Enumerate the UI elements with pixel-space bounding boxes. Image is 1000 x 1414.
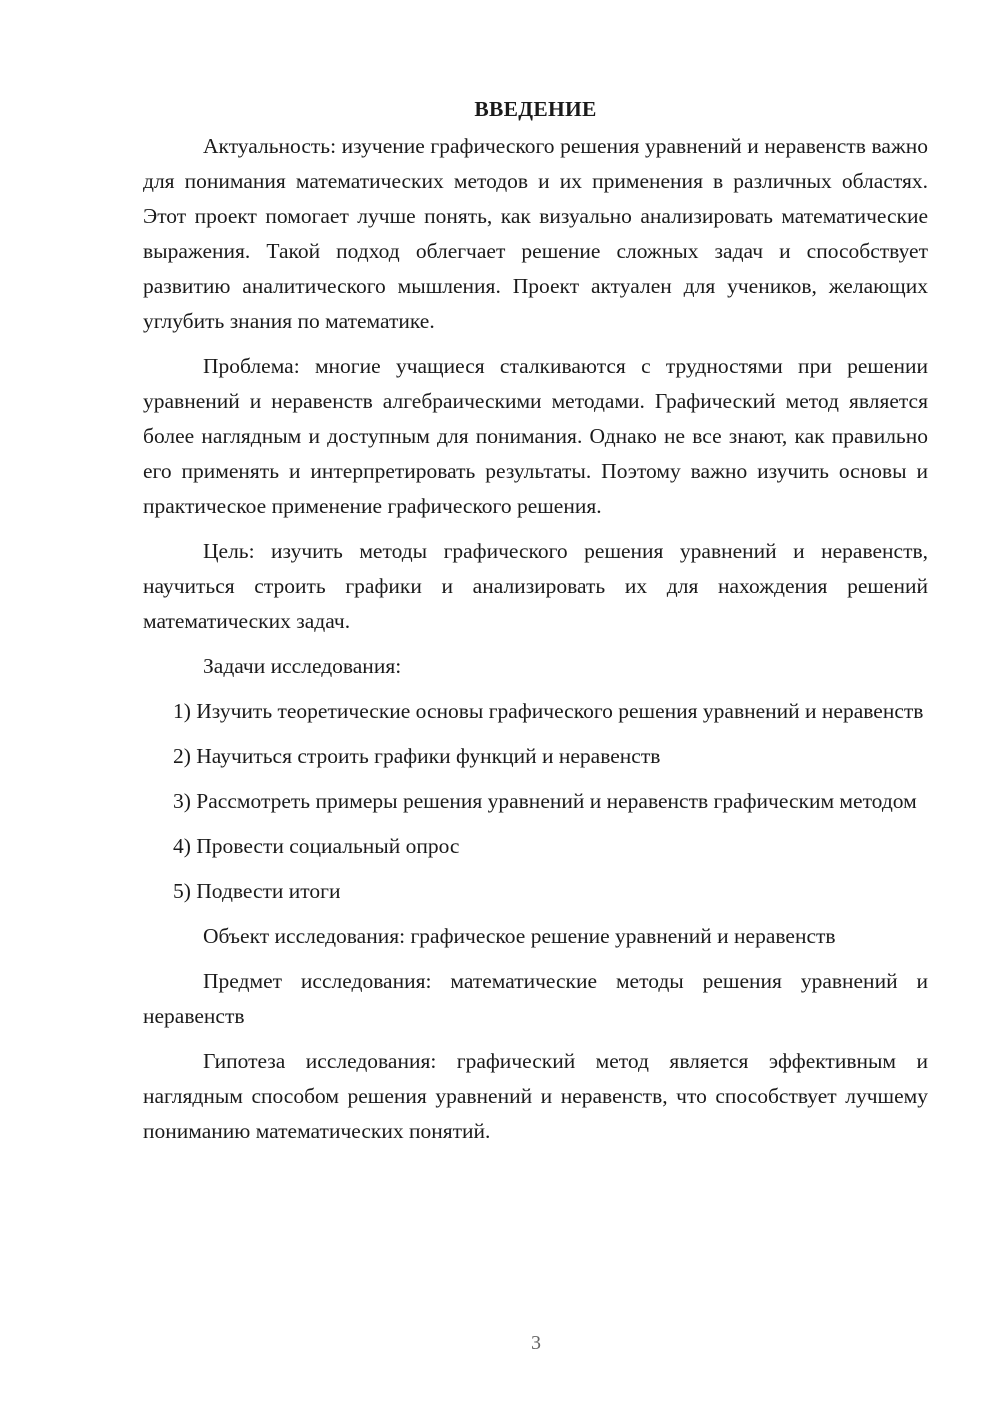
tasks-list — [143, 694, 928, 909]
paragraph-problem: Проблема: многие учащиеся сталкиваются с трудностями при решении уравнений и неравенств алгебраическими методами. Графический метод является более наглядным и доступным для понимания. Однако не все знают, как правильно его применять и интерпретировать результаты. Поэтому важно изучить основы и практическое применение графического решения. — [143, 354, 928, 518]
list-item: 1) Изучить теоретические основы графического решения уравнений и неравенств — [173, 699, 924, 723]
list-item: 3) Рассмотреть примеры решения уравнений и неравенств графическим методом — [173, 789, 917, 813]
list-item: 2) Научиться строить графики функций и неравенств — [173, 744, 661, 768]
document-page — [143, 92, 928, 1159]
paragraph-subject: Предмет исследования: математические методы решения уравнений и неравенств — [143, 969, 928, 1028]
section-title: ВВЕДЕНИЕ — [474, 97, 597, 121]
paragraph-relevance: Актуальность: изучение графического решения уравнений и неравенств важно для понимания математических методов и их применения в различных областях. Этот проект помогает лучше понять, как визуально анализировать математические выражения. Такой подход облегчает решение сложных задач и способствует развитию аналитического мышления. Проект актуален для учеников, желающих углубить знания по математике. — [143, 134, 928, 333]
paragraph-object: Объект исследования: графическое решение уравнений и неравенств — [203, 924, 836, 948]
tasks-heading: Задачи исследования: — [203, 654, 402, 678]
page-number: 3 — [531, 1332, 541, 1354]
list-item: 5) Подвести итоги — [173, 879, 341, 903]
paragraph-hypothesis: Гипотеза исследования: графический метод является эффективным и наглядным способом решения уравнений и неравенств, что способствует лучшему пониманию математических понятий. — [143, 1049, 928, 1143]
paragraph-goal: Цель: изучить методы графического решения уравнений и неравенств, научиться строить графики и анализировать их для нахождения решений математических задач. — [143, 539, 928, 633]
list-item: 4) Провести социальный опрос — [173, 834, 460, 858]
